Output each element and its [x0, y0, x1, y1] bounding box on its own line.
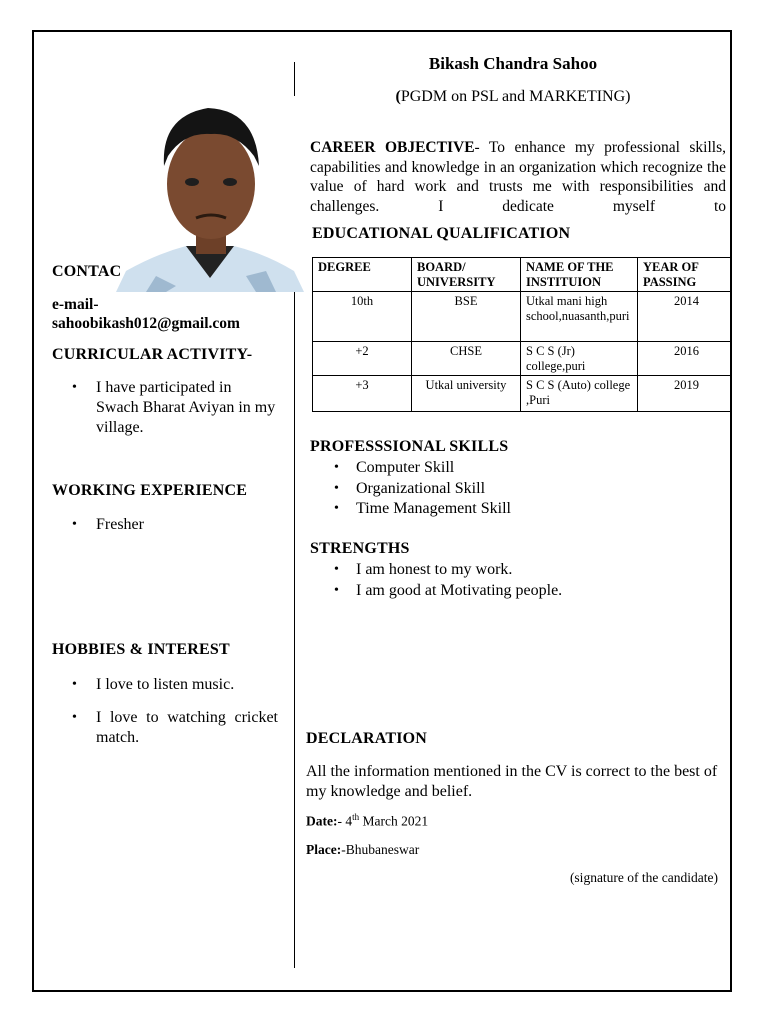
institution-cell: S C S (Jr) college,puri	[521, 342, 638, 376]
curricular-list	[50, 378, 278, 438]
column-divider	[294, 290, 295, 968]
subtitle-text: PGDM on PSL and MARKETING	[400, 88, 626, 105]
date-line	[306, 812, 428, 830]
list-item: • I have participated in Swach Bharat Aviyan in my village.	[50, 378, 278, 438]
institution-cell: Utkal mani high school,nuasanth,puri	[521, 292, 638, 342]
declaration-heading: DECLARATION	[306, 730, 428, 747]
candidate-name: Bikash Chandra Sahoo	[428, 54, 598, 73]
place-label: Place:	[306, 842, 342, 857]
year-cell: 2019	[638, 376, 732, 412]
table-row	[313, 292, 732, 342]
table-header-row	[313, 258, 732, 292]
place-value: -Bhubaneswar	[341, 842, 420, 857]
subtitle-paren-open: (	[395, 88, 401, 105]
education-table	[312, 257, 732, 412]
degree-subtitle	[300, 88, 726, 106]
col-degree: DEGREE	[313, 258, 412, 292]
degree-cell: +2	[313, 342, 412, 376]
signature-label: (signature of the candidate)	[569, 870, 718, 885]
hobbies-list	[50, 675, 278, 748]
skills-heading: PROFESSSIONAL SKILLS	[310, 438, 509, 455]
email-value: sahoobikash012@gmail.com	[52, 315, 240, 332]
board-cell: Utkal university	[412, 376, 521, 412]
email-block	[52, 295, 240, 333]
subtitle-paren-close: )	[625, 88, 631, 105]
table-row	[313, 342, 732, 376]
curricular-heading: CURRICULAR ACTIVITY-	[52, 346, 253, 363]
col-institution: NAME OF THE INSTITUION	[521, 258, 638, 292]
strengths-heading: STRENGTHS	[310, 540, 410, 557]
place-line	[306, 842, 419, 858]
date-value-post: March 2021	[359, 813, 429, 829]
declaration-text: All the information mentioned in the CV is correct to the best of my knowledge and belief.	[306, 763, 718, 800]
list-item: • I love to watching cricket match.	[50, 708, 278, 748]
year-cell: 2014	[638, 292, 732, 342]
col-board: BOARD/ UNIVERSITY	[412, 258, 521, 292]
col-year: YEAR OF PASSING	[638, 258, 732, 292]
experience-heading: WORKING EXPERIENCE	[52, 482, 248, 499]
date-label: Date:	[306, 813, 338, 829]
board-cell: CHSE	[412, 342, 521, 376]
objective-heading: CAREER OBJECTIVE	[310, 139, 475, 156]
table-row	[313, 376, 732, 412]
strengths-list	[310, 560, 710, 601]
date-value-pre: - 4	[337, 813, 353, 829]
list-item: • Organizational Skill	[310, 479, 710, 500]
degree-cell: 10th	[313, 292, 412, 342]
list-item: • I am honest to my work.	[310, 560, 710, 581]
year-cell: 2016	[638, 342, 732, 376]
contact-heading: CONTAC	[52, 263, 122, 280]
list-item: • Time Management Skill	[310, 499, 710, 520]
hobbies-heading: HOBBIES & INTEREST	[52, 641, 230, 658]
institution-cell: S C S (Auto) college ,Puri	[521, 376, 638, 412]
career-objective	[310, 138, 726, 218]
candidate-photo	[116, 96, 304, 292]
list-item: • I love to listen music.	[50, 675, 278, 695]
date-sup: th	[352, 812, 360, 822]
objective-text: - To enhance my professional skills, capabilities and knowledge in an organization which recognize the value of hard work and trusts me with responsibilities and challenges. I dedicate myself to	[310, 139, 726, 215]
skills-list	[310, 458, 710, 520]
email-label: e-mail-	[52, 296, 99, 313]
list-item: • I am good at Motivating people.	[310, 581, 710, 602]
list-item: • Computer Skill	[310, 458, 710, 479]
education-heading: EDUCATIONAL QUALIFICATION	[312, 225, 571, 242]
list-item: • Fresher	[50, 515, 278, 535]
board-cell: BSE	[412, 292, 521, 342]
person-photo-icon	[116, 96, 304, 292]
degree-cell: +3	[313, 376, 412, 412]
experience-list	[50, 515, 278, 535]
